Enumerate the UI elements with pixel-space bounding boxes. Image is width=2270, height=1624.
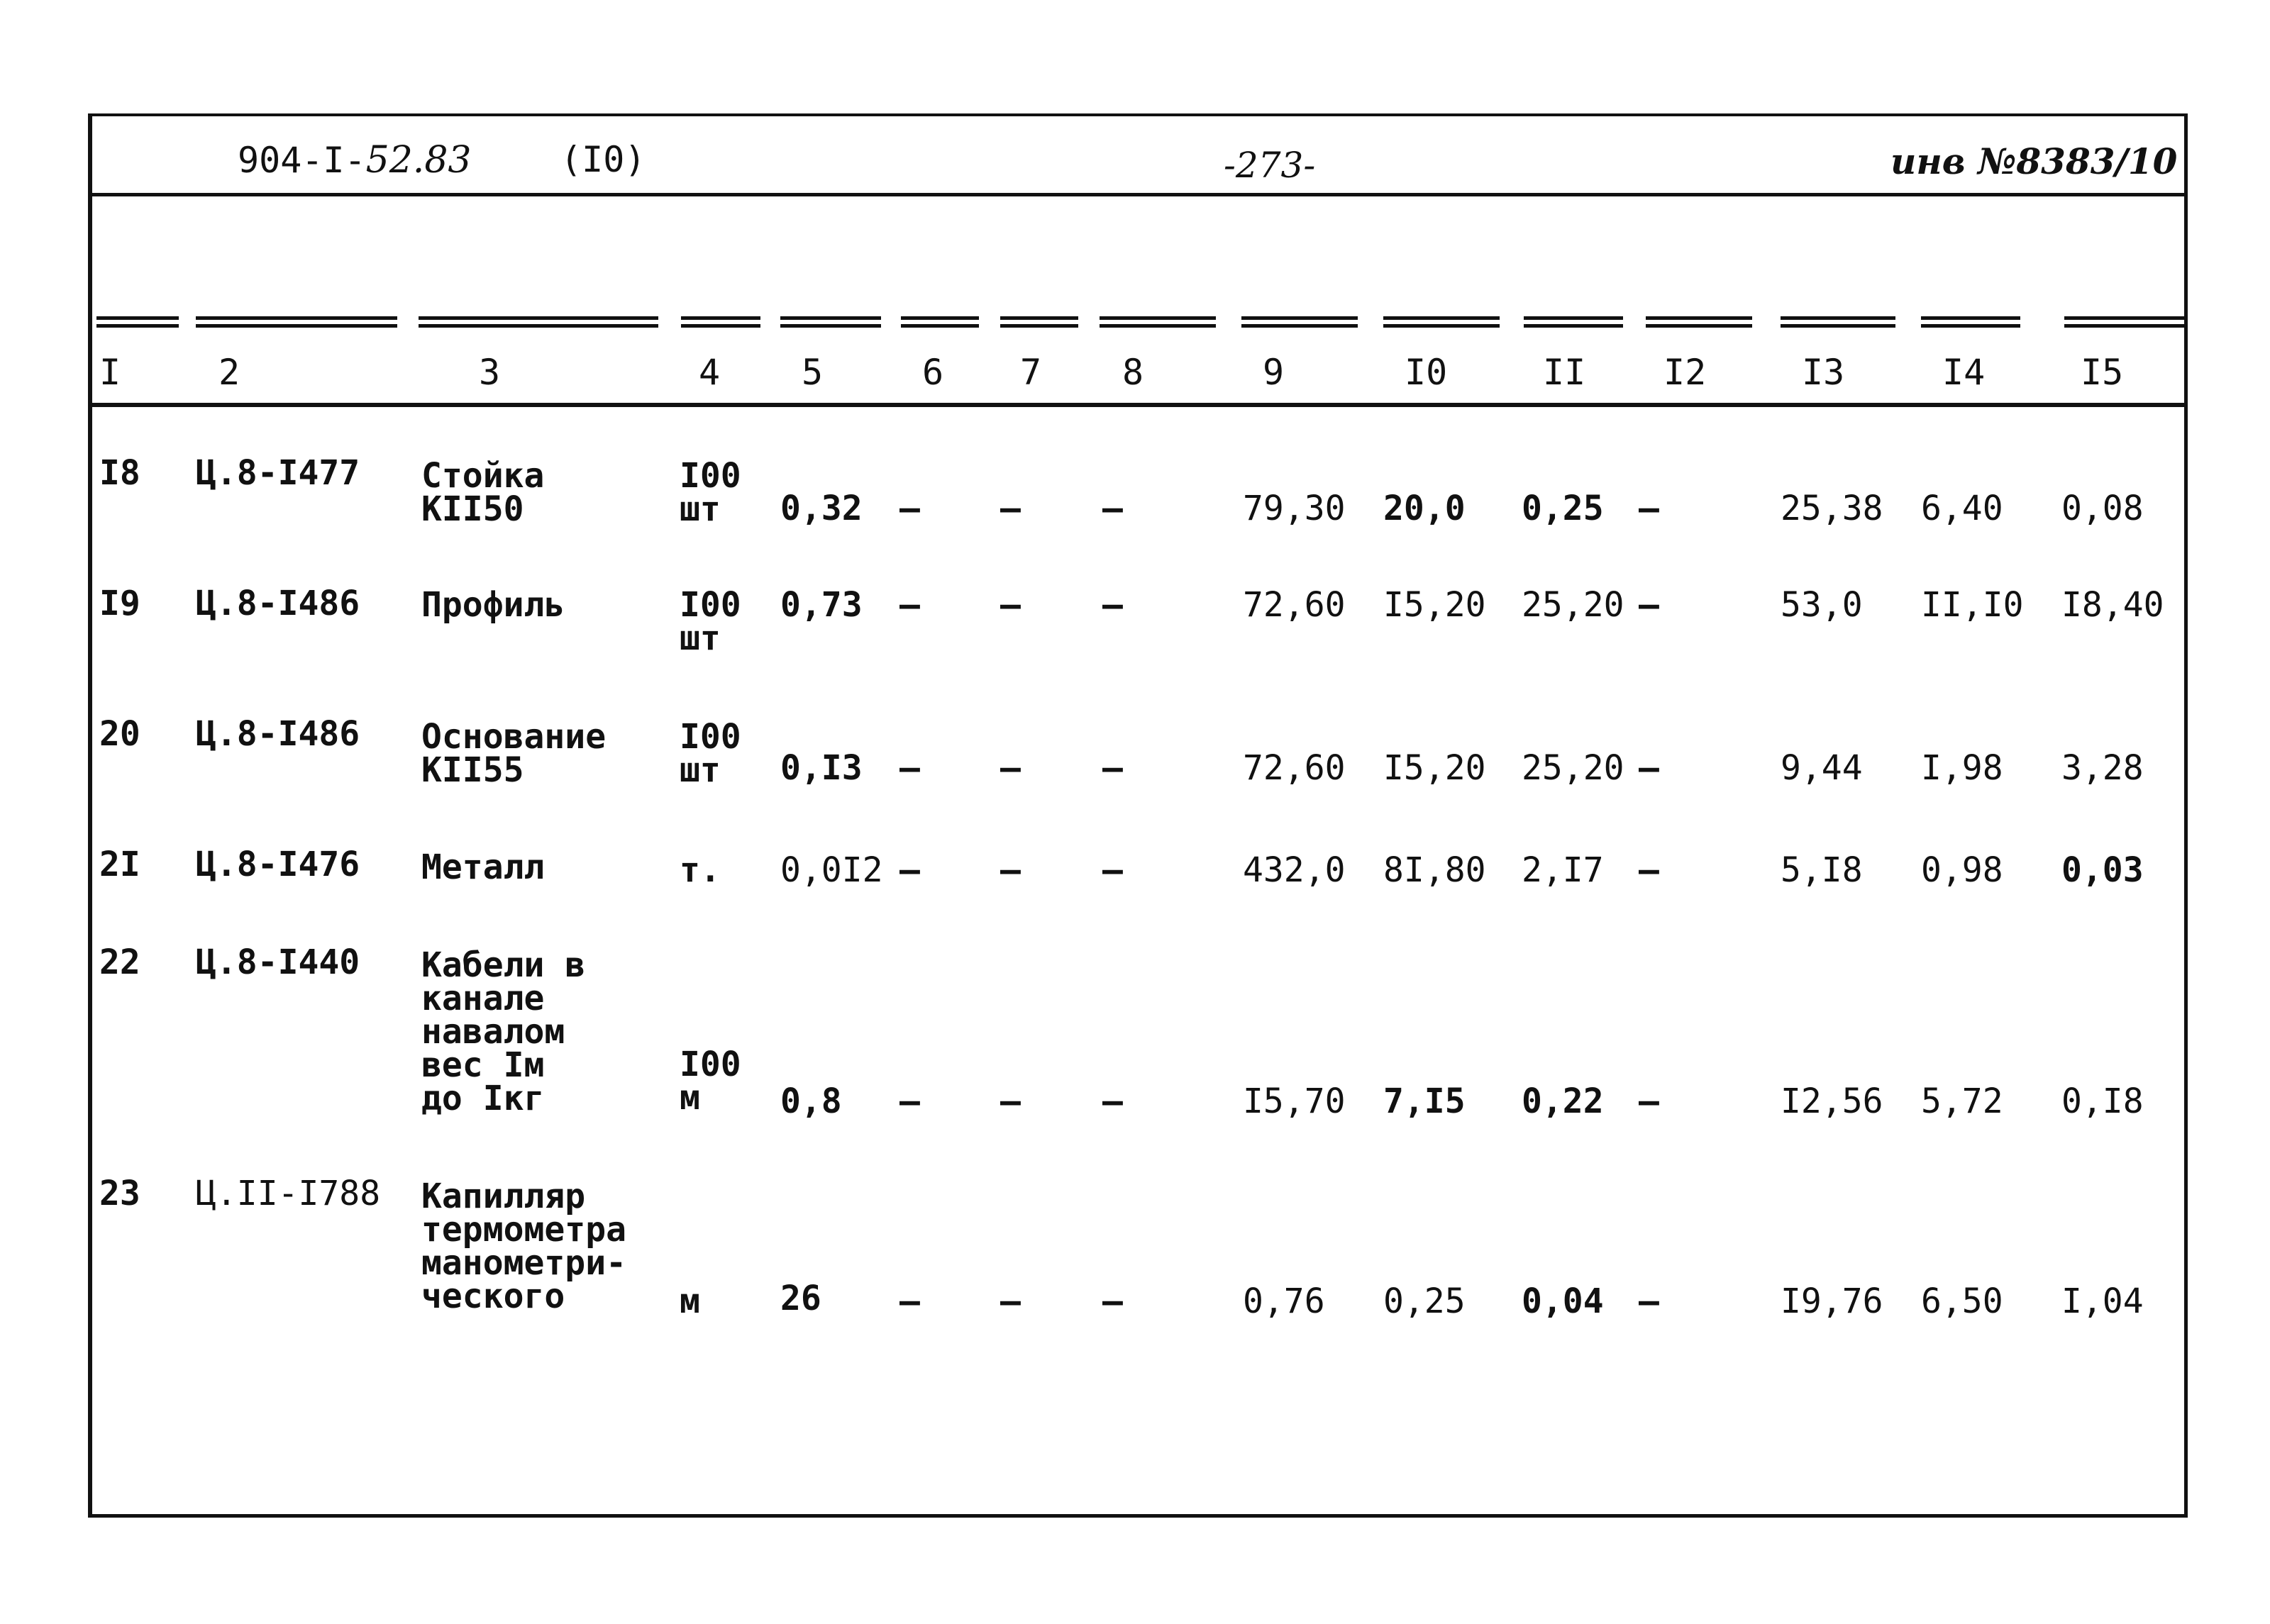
row-code: Ц.8-I486 [196,714,360,754]
cell-c8: – [1102,585,1123,625]
cell-c6: – [899,585,920,625]
cell-c8: – [1102,1081,1123,1121]
cell-c11: 25,20 [1522,748,1624,788]
cell-c7: – [1000,850,1021,890]
cell-c5: 26 [780,1279,821,1318]
row-name: Основание КII55 [421,717,607,790]
doc-code-printed: 904-I- [238,140,366,181]
col-head-13: I3 [1802,352,1845,393]
cell-c7: – [1000,1081,1021,1121]
cell-c14: 6,40 [1921,489,2003,528]
row-unit: м [680,1281,700,1321]
doc-code-hand: 52.83 [365,139,472,182]
cell-c15: 0,03 [2061,850,2144,890]
row-name: Металл [421,847,545,887]
doc-code [238,139,472,182]
row-num: 2I [99,845,140,884]
cell-c12: – [1639,748,1659,788]
column-header-rule [92,403,2188,407]
cell-c5: 0,0I2 [780,850,883,890]
cell-c10: 0,25 [1383,1281,1466,1321]
cell-c6: – [899,850,920,890]
cell-c15: I8,40 [2061,585,2164,625]
cell-c5: 0,32 [780,489,863,528]
cell-c13: 9,44 [1781,748,1863,788]
row-unit: I00 шт [680,717,741,790]
col-head-3: 3 [479,352,501,393]
cell-c10: I5,20 [1383,585,1486,625]
cell-c7: – [1000,489,1021,528]
cell-c8: – [1102,1281,1123,1321]
cell-c10: 8I,80 [1383,850,1486,890]
cell-c10: 20,0 [1383,489,1466,528]
cell-c9: I5,70 [1243,1081,1346,1121]
row-code: Ц.8-I477 [196,453,360,493]
col-head-9: 9 [1263,352,1285,393]
cell-c7: – [1000,748,1021,788]
cell-c11: 0,04 [1522,1281,1604,1321]
page-number: -273- [1224,145,1316,186]
inventory-number: инв №8383/10 [1890,140,2178,182]
col-head-4: 4 [699,352,721,393]
row-unit: т. [680,850,721,890]
cell-c9: 0,76 [1243,1281,1325,1321]
cell-c12: – [1639,585,1659,625]
cell-c14: I,98 [1921,748,2003,788]
cell-c5: 0,73 [780,585,863,625]
col-head-14: I4 [1942,352,1986,393]
cell-c13: I9,76 [1781,1281,1883,1321]
col-head-1: I [99,352,121,393]
row-name: Кабели в канале навалом вес Iм до Iкг [421,945,586,1118]
cell-c5: 0,8 [780,1081,842,1121]
cell-c9: 432,0 [1243,850,1346,890]
row-code: Ц.8-I486 [196,584,360,623]
row-num: I8 [99,453,140,493]
cell-c13: 25,38 [1781,489,1883,528]
col-head-10: I0 [1405,352,1448,393]
cell-c12: – [1639,1281,1659,1321]
row-num: 23 [99,1174,140,1213]
col-head-2: 2 [218,352,240,393]
cell-c11: 2,I7 [1522,850,1604,890]
cell-c11: 25,20 [1522,585,1624,625]
col-head-12: I2 [1663,352,1707,393]
col-head-5: 5 [802,352,824,393]
cell-c8: – [1102,489,1123,528]
cell-c9: 79,30 [1243,489,1346,528]
cell-c5: 0,I3 [780,748,863,788]
cell-c6: – [899,748,920,788]
col-head-7: 7 [1020,352,1042,393]
row-code: Ц.8-I440 [196,942,360,982]
cell-c14: 0,98 [1921,850,2003,890]
cell-c15: 0,I8 [2061,1081,2144,1121]
sheet-tag: (I0) [560,139,646,180]
cell-c9: 72,60 [1243,585,1346,625]
row-name: Капилляр термометра манометри- ческого [421,1177,626,1316]
cell-c15: I,04 [2061,1281,2144,1321]
cell-c8: – [1102,748,1123,788]
cell-c8: – [1102,850,1123,890]
cell-c7: – [1000,1281,1021,1321]
cell-c12: – [1639,1081,1659,1121]
cell-c12: – [1639,850,1659,890]
row-num: 20 [99,714,140,754]
cell-c6: – [899,489,920,528]
cell-c11: 0,25 [1522,489,1604,528]
cell-c15: 0,08 [2061,489,2144,528]
row-name: Стойка КII50 [421,456,545,529]
cell-c9: 72,60 [1243,748,1346,788]
col-head-15: I5 [2081,352,2124,393]
cell-c10: I5,20 [1383,748,1486,788]
col-head-8: 8 [1122,352,1144,393]
row-name: Профиль [421,585,565,625]
row-unit: I00 шт [680,456,741,529]
header-divider [92,193,2188,196]
row-code: Ц.II-I788 [196,1174,381,1213]
cell-c12: – [1639,489,1659,528]
cell-c13: 53,0 [1781,585,1863,625]
row-unit: I00 шт [680,585,741,658]
table-top-rule [92,316,2188,328]
cell-c14: II,I0 [1921,585,2024,625]
col-head-6: 6 [922,352,944,393]
cell-c7: – [1000,585,1021,625]
row-num: I9 [99,584,140,623]
row-num: 22 [99,942,140,982]
col-head-11: II [1543,352,1586,393]
cell-c13: I2,56 [1781,1081,1883,1121]
row-unit: I00 м [680,1045,741,1118]
cell-c15: 3,28 [2061,748,2144,788]
cell-c6: – [899,1281,920,1321]
cell-c13: 5,I8 [1781,850,1863,890]
cell-c6: – [899,1081,920,1121]
cell-c10: 7,I5 [1383,1081,1466,1121]
cell-c14: 5,72 [1921,1081,2003,1121]
cell-c11: 0,22 [1522,1081,1604,1121]
cell-c14: 6,50 [1921,1281,2003,1321]
row-code: Ц.8-I476 [196,845,360,884]
